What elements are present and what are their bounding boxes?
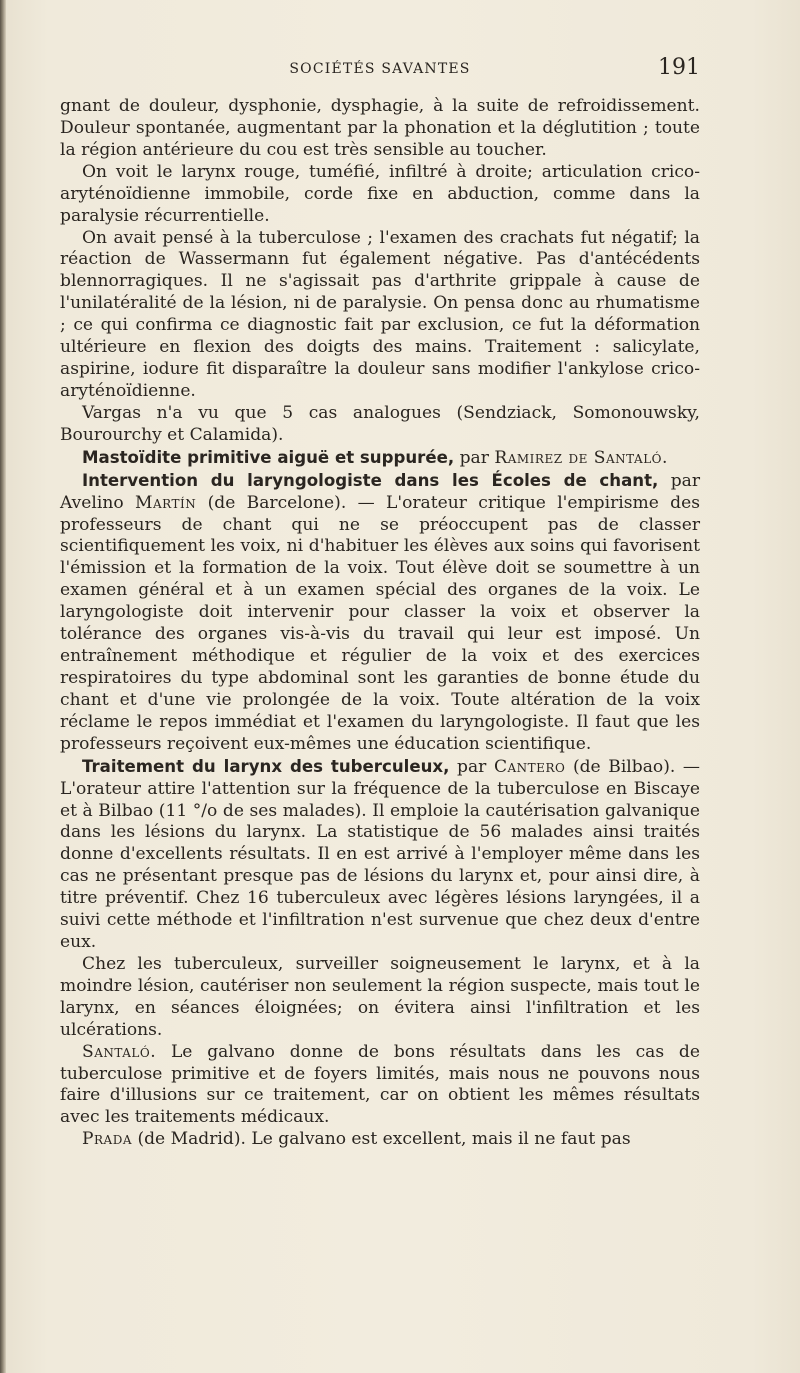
paragraph-diagnosis: On avait pensé à la tuberculose ; l'examen des crachats fut négatif; la réaction de Wassermann fut également négative. Pas d'antécédents blennorragiques. Il ne s'agissait pas d'arthrite grippale à cause de l'unilatéralité de la lésion, ni de paralysie. On pensa donc au rhumatisme ; ce qui confirma ce diagnostic fait par exclusion, ce fut la déformation ultérieure en flexion des doigts des mains. Traitement : salicylate, aspirine, iodure fit disparaître la douleur sans modifier l'ankylose crico-aryténoïdienne.: [60, 227, 700, 401]
paragraph-santalo-remark: [60, 1042, 700, 1130]
remark-text: (de Madrid). Le galvano est excellent, mais il ne faut pas: [137, 1129, 631, 1150]
running-title: SOCIÉTÉS SAVANTES: [289, 61, 471, 77]
section-body: (de Bilbao). — L'orateur attire l'attention sur la fréquence de la tuberculose en Biscaye et à Bilbao (11 °/o de ses malades). Il emploie la cautérisation galvanique dans les lésions du larynx. La statistique de 56 malades ainsi traités donne d'excellents résultats. Il en est arrivé à l'employer même dans les cas ne présentant presque pas de lésions du larynx et, pour ainsi dire, à titre préventif. Chez 16 tuberculeux avec légères lésions laryngées, il a suivi cette méthode et l'infiltration n'est survenue que chez deux d'entre eux.: [60, 756, 700, 953]
section-singing-schools: [60, 470, 700, 756]
section-body: (de Barcelone). — L'orateur critique l'empirisme des professeurs de chant qui ne se préoccupent pas de classer scientifiquement les voix, ni d'habituer les élèves aux soins qui favorisent l'émission et la formation de la voix. Tout élève doit se soumettre à un examen général et à un examen spécial des organes de la voix. Le laryngologiste doit intervenir pour classer la voix et observer la tolérance des organes vis-à-vis du travail qui leur est imposé. Un entraînement méthodique et régulier de la voix et des exercices respiratoires du type abdominal sont les garanties de bonne étude du chant et d'une vie prolongée de la voix. Toute altération de la voix réclame le repos immédiat et l'examen du laryngologiste. Il faut que les professeurs reçoivent eux-mêmes une éducation scientifique.: [60, 492, 700, 754]
author-name: Ramirez de Santaló.: [494, 447, 668, 468]
section-mastoiditis: [60, 447, 700, 470]
binding-edge-shadow: [0, 0, 6, 1373]
by-word: par: [459, 447, 489, 468]
body-text: [60, 96, 700, 1151]
by-word: par Avelino: [60, 470, 701, 513]
section-title-tuberculous-larynx: Traitement du larynx des tuberculeux,: [82, 756, 450, 776]
author-name: Martín: [135, 492, 197, 513]
paragraph-vargas-cases: Vargas n'a vu que 5 cas analogues (Sendziack, Somonouwsky, Bourourchy et Calamida).: [60, 402, 700, 445]
section-title-mastoiditis: Mastoïdite primitive aiguë et suppurée,: [82, 447, 455, 467]
paragraph-surveillance: Chez les tuberculeux, surveiller soigneusement le larynx, et à la moindre lésion, cautériser non seulement la région suspecte, mais tout le larynx, en séances éloignées; on évitera ainsi l'infiltration et les ulcérations.: [60, 953, 700, 1040]
section-tuberculous-larynx: [60, 756, 700, 954]
by-word: par: [457, 756, 487, 777]
author-name: Cantero: [493, 756, 566, 777]
speaker-name: Prada: [82, 1129, 132, 1150]
paragraph-larynx-exam: On voit le larynx rouge, tuméfié, infiltré à droite; articulation crico-aryténoïdienne immobile, corde fixe en abduction, comme dans la paralysie récurrentielle.: [60, 161, 700, 226]
remark-text: Le galvano donne de bons résultats dans les cas de tuberculose primitive et de foyers limités, mais nous ne pouvons nous faire d'illusions sur ce traitement, car on obtient les mêmes résultats avec les traitements médicaux.: [60, 1041, 700, 1128]
paragraph-continuation: gnant de douleur, dysphonie, dysphagie, à la suite de refroidissement. Douleur spontanée, augmentant par la phonation et la déglutition ; toute la région antérieure du cou est très sensible au toucher.: [60, 96, 700, 160]
section-title-singing-schools: Intervention du laryngologiste dans les Écoles de chant,: [82, 470, 659, 490]
page-number: 191: [658, 55, 700, 80]
speaker-name: Santaló.: [82, 1041, 157, 1062]
paragraph-prada-remark: [60, 1129, 700, 1151]
page-header: [60, 55, 700, 85]
